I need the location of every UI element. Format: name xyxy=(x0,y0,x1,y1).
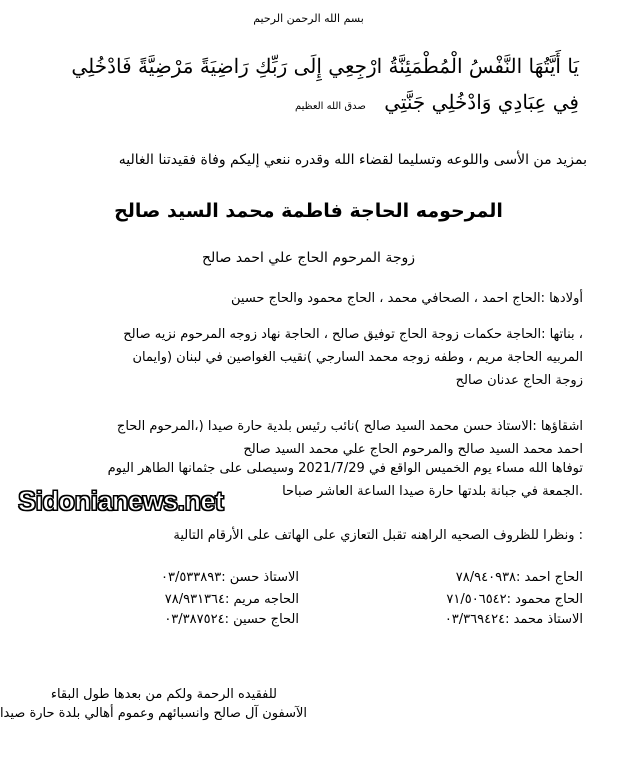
brothers-line1: اشقاؤها :الاستاذ حسن محمد السيد صالح )نائب رئيس بلدية حارة صيدا (،المرحوم الحاج xyxy=(116,419,583,434)
sons-line: أولادها :الحاج احمد ، الصحافي محمد ، الحاج محمود والحاج حسين xyxy=(231,291,583,306)
daughters-line2: المربيه الحاجة مريم ، وطفه زوجه محمد السارجي )نقيب الغواصين في لبنان (وايمان xyxy=(132,350,583,365)
basmala: بسم الله الرحمن الرحيم xyxy=(253,12,364,25)
quran-verse-line2-text: فِي عِبَادِي وَادْخُلِي جَنَّتِي xyxy=(384,90,579,114)
contact-left: الحاج حسين :٠٣/٣٨٧٥٢٤ xyxy=(164,612,299,627)
contact-left: الاستاذ حسن :٠٣/٥٣٣٨٩٣ xyxy=(160,570,299,585)
condolence-note: : ونظرا للظروف الصحيه الراهنه تقبل التعازي على الهاتف على الأرقام التالية xyxy=(173,528,583,543)
intro-text: بمزيد من الأسى واللوعه وتسليما لقضاء الله وقدره ننعي إليكم وفاة فقيدتنا الغاليه xyxy=(118,152,587,168)
verse-closing: صدق الله العظيم xyxy=(294,101,366,112)
daughters-line3: زوجة الحاج عدنان صالح xyxy=(455,373,583,388)
daughters-line1: ، بناتها :الحاجة حكمات زوجة الحاج توفيق صالح ، الحاجة نهاد زوجه المرحوم نزيه صالح xyxy=(123,327,583,342)
contact-right: الحاج محمود :٧١/٥٠٦٥٤٢ xyxy=(446,592,583,607)
closing-line1: للفقيده الرحمة ولكم من بعدها طول البقاء xyxy=(50,687,277,702)
deceased-name: المرحومه الحاجة فاطمة محمد السيد صالح xyxy=(114,200,503,222)
funeral-line2: .الجمعة في جبانة بلدتها حارة صيدا الساعة العاشر صباحا xyxy=(282,484,583,499)
contact-right: الحاج احمد :٧٨/٩٤٠٩٣٨ xyxy=(455,570,583,585)
quran-verse-line2 xyxy=(295,90,579,114)
contact-left: الحاجه مريم :٧٨/٩٣١٣٦٤ xyxy=(164,592,299,607)
wife-of: زوجة المرحوم الحاج علي احمد صالح xyxy=(201,250,416,266)
closing-line2: الآسفون آل صالح وانسبائهم وعموم أهالي بلدة حارة صيدا xyxy=(0,706,307,721)
funeral-line1: توفاها الله مساء يوم الخميس الواقع في 2021/7/29 وسيصلى على جثمانها الطاهر اليوم xyxy=(107,461,583,476)
contact-right: الاستاذ محمد :٠٣/٣٦٩٤٢٤ xyxy=(444,612,583,627)
quran-verse-line1: يَا أَيَّتُهَا النَّفْسُ الْمُطْمَئِنَّةُ ارْجِعِي إِلَى رَبِّكِ رَاضِيَةً مَرْضِيَّةً فَادْخُلِي xyxy=(71,54,579,78)
brothers-line2: احمد محمد السيد صالح والمرحوم الحاج علي محمد السيد صالح xyxy=(243,442,583,457)
watermark: Sidonianews.net xyxy=(18,486,224,516)
